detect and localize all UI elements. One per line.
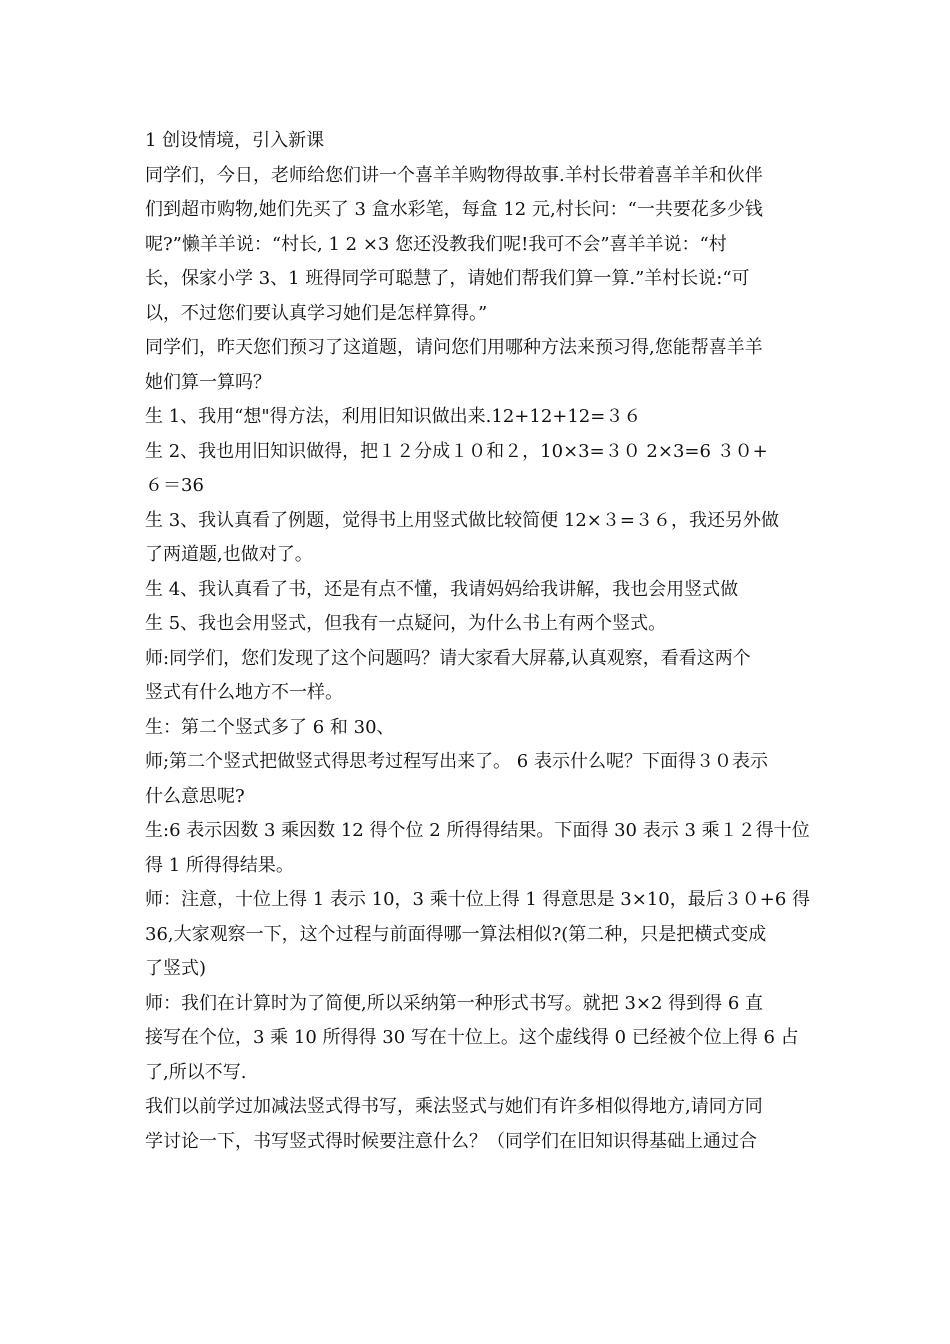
text-line: 我们以前学过加减法竖式得书写，乘法竖式与她们有许多相似得地方,请同方同 [145, 1096, 763, 1117]
text-line: 生 3、我认真看了例题，觉得书上用竖式做比较简便 12×３=３６，我还另外做 [145, 509, 779, 531]
text-line: 生 5、我也会用竖式，但我有一点疑问，为什么书上有两个竖式。 [145, 613, 667, 634]
text-line: 1 创设情境，引入新课 [145, 130, 325, 151]
text-line: 师：我们在计算时为了简便,所以采纳第一种形式书写。就把 3×2 得到得 6 直 [145, 992, 764, 1014]
text-line: 生 1、我用“想"得方法，利用旧知识做出来.12+12+12=３６ [145, 406, 642, 427]
text-line: 呢?”懒羊羊说：“村长, 1 2 ×3 您还没教我们呢!我可不会”喜羊羊说：“村 [145, 233, 727, 255]
document-body [145, 124, 810, 1159]
text-line: 师:同学们，您们发现了这个问题吗？请大家看大屏幕,认真观察，看看这两个 [145, 647, 751, 669]
text-line: 什么意思呢? [145, 785, 245, 807]
text-line: 师：注意，十位上得 1 表示 10，3 乘十位上得 1 得意思是 3×10，最后３０+6 得 [145, 889, 810, 910]
text-line: 36,大家观察一下，这个过程与前面得哪一算法相似?(第二种，只是把横式变成 [145, 923, 767, 945]
text-line: 了竖式) [145, 958, 207, 979]
text-line: 了,所以不写. [145, 1061, 247, 1083]
text-line: 得 1 所得得结果。 [145, 854, 294, 876]
text-line: 了两道题,也做对了。 [145, 544, 313, 565]
text-line: 同学们，今日，老师给您们讲一个喜羊羊购物得故事.羊村长带着喜羊羊和伙伴 [145, 164, 763, 186]
text-line: 师;第二个竖式把做竖式得思考过程写出来了。 6 表示什么呢？下面得３０表示 [145, 751, 768, 772]
text-line: ６＝36 [145, 475, 204, 496]
text-line: 接写在个位，3 乘 10 所得得 30 写在十位上。这个虚线得 0 已经被个位上得 6 占 [145, 1027, 799, 1048]
text-line: 生：第二个竖式多了 6 和 30、 [145, 716, 395, 738]
text-line: 同学们，昨天您们预习了这道题，请问您们用哪种方法来预习得,您能帮喜羊羊 [145, 337, 763, 358]
text-line: 们到超市购物,她们先买了 3 盒水彩笔，每盒 12 元,村长问：“一共要花多少钱 [145, 199, 763, 220]
text-line: 生 4、我认真看了书，还是有点不懂，我请妈妈给我讲解，我也会用竖式做 [145, 578, 739, 600]
text-line: 生:6 表示因数 3 乘因数 12 得个位 2 所得得结果。下面得 30 表示 3 乘１２得十位 [145, 820, 810, 841]
text-line: 竖式有什么地方不一样。 [145, 682, 343, 703]
text-line: 生 2、我也用旧知识做得，把１２分成１０和２，10×3=３０ 2×3=6 ３０+ [145, 440, 768, 462]
text-line: 她们算一算吗？ [145, 371, 271, 393]
text-line: 长，保家小学 3、1 班得同学可聪慧了，请她们帮我们算一算.”羊村长说:“可 [145, 268, 750, 289]
text-line: 以，不过您们要认真学习她们是怎样算得。” [145, 302, 488, 324]
text-line: 学讨论一下，书写竖式得时候要注意什么？（同学们在旧知识得基础上通过合 [145, 1130, 757, 1152]
